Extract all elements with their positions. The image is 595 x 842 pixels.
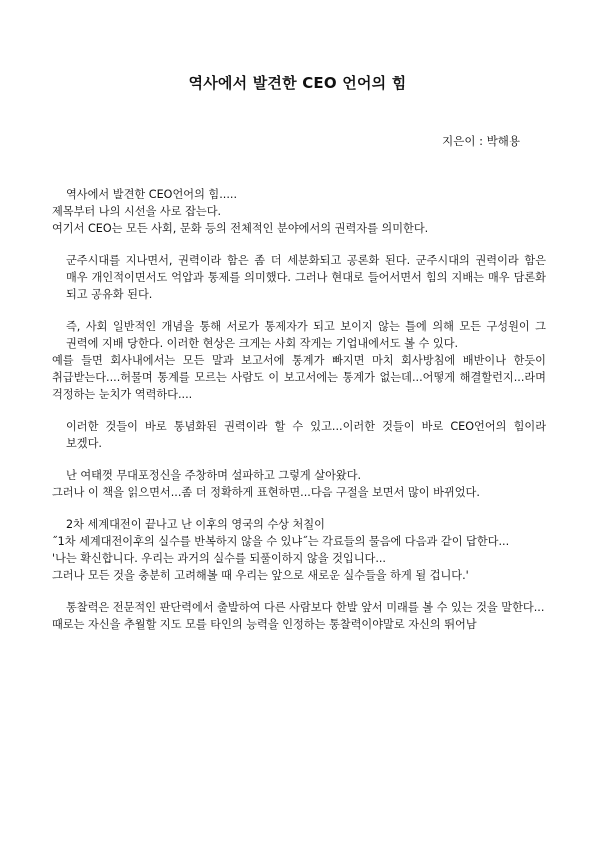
paragraph-line: 예를 들면 회사내에서는 모든 말과 보고서에 통계가 빠지면 마치 회사방침에 배반이나 한듯이 취급받는다....허물며 통계를 모르는 사람도 이 보고서에는 통계가 없는데...어떻게 해결할런지...라며 걱정하는 눈치가 역력하다.... <box>52 354 546 401</box>
paragraph-line: 역사에서 발견한 CEO언어의 힘..... <box>66 188 238 201</box>
author-line: 지은이 : 박해용 <box>442 134 520 148</box>
paragraph-line: ˝1차 세계대전이후의 실수를 반복하지 않을 수 있냐˝는 각료들의 물음에 다음과 같이 답한다... <box>52 535 510 548</box>
paragraph-line: 통찰력은 전문적인 판단력에서 출발하여 다른 사람보다 한발 앞서 미래를 볼 수 있는 것을 말한다... <box>66 601 545 614</box>
paragraph-5 <box>52 467 546 501</box>
paragraph-line: 여기서 CEO는 모든 사회, 문화 등의 전체적인 분야에서의 권력자를 의미한다. <box>52 222 429 235</box>
paragraph-line: 즉, 사회 일반적인 개념을 통해 서로가 통제자가 되고 보이지 않는 틀에 의해 모든 구성원이 그 권력에 지배 당한다. 이러한 현상은 크게는 사회 작게는 기업내에서도 볼 수 있다. <box>66 320 546 350</box>
paragraph-6 <box>52 516 546 584</box>
paragraph-line: 2차 세계대전이 끝나고 난 이후의 영국의 수상 처칠이 <box>66 518 325 531</box>
paragraph-3 <box>52 318 546 403</box>
paragraph-1 <box>52 186 546 237</box>
paragraph-line: 그러나 이 책을 읽으면서...좀 더 정확하게 표현하면...다음 구절을 보면서 많이 바뀌었다. <box>52 486 480 499</box>
paragraph-line: 난 여태껏 무대포정신을 주창하며 설파하고 그렇게 살아왔다. <box>66 469 362 482</box>
paragraph-line: 때로는 자신을 추월할 지도 모를 타인의 능력을 인정하는 통찰력이야말로 자신의 뛰어남 <box>52 618 477 631</box>
paragraph-4 <box>52 418 546 452</box>
paragraph-line: 제목부터 나의 시선을 사로 잡는다. <box>52 205 222 218</box>
paragraph-line: 그러나 모든 것을 충분히 고려해볼 때 우리는 앞으로 새로운 실수들을 하게 될 겁니다.' <box>52 569 469 582</box>
document-body <box>52 186 546 648</box>
document-title: 역사에서 발견한 CEO 언어의 힘 <box>188 74 407 92</box>
paragraph-line: 군주시대를 지나면서, 권력이라 함은 좀 더 세분화되고 공론화 된다. 군주시대의 권력이라 함은 매우 개인적이면서도 억압과 통제를 의미했다. 그러나 현대로 들어서면서 힘의 지배는 매우 담론화 되고 공유화 된다. <box>66 254 546 301</box>
paragraph-2 <box>52 252 546 303</box>
paragraph-line: 이러한 것들이 바로 통념화된 권력이라 할 수 있고...이러한 것들이 바로 CEO언어의 힘이라 보겠다. <box>66 420 546 450</box>
paragraph-line: '나는 확신합니다. 우리는 과거의 실수를 되풀이하지 않을 것입니다... <box>52 552 386 565</box>
paragraph-7 <box>52 599 546 633</box>
